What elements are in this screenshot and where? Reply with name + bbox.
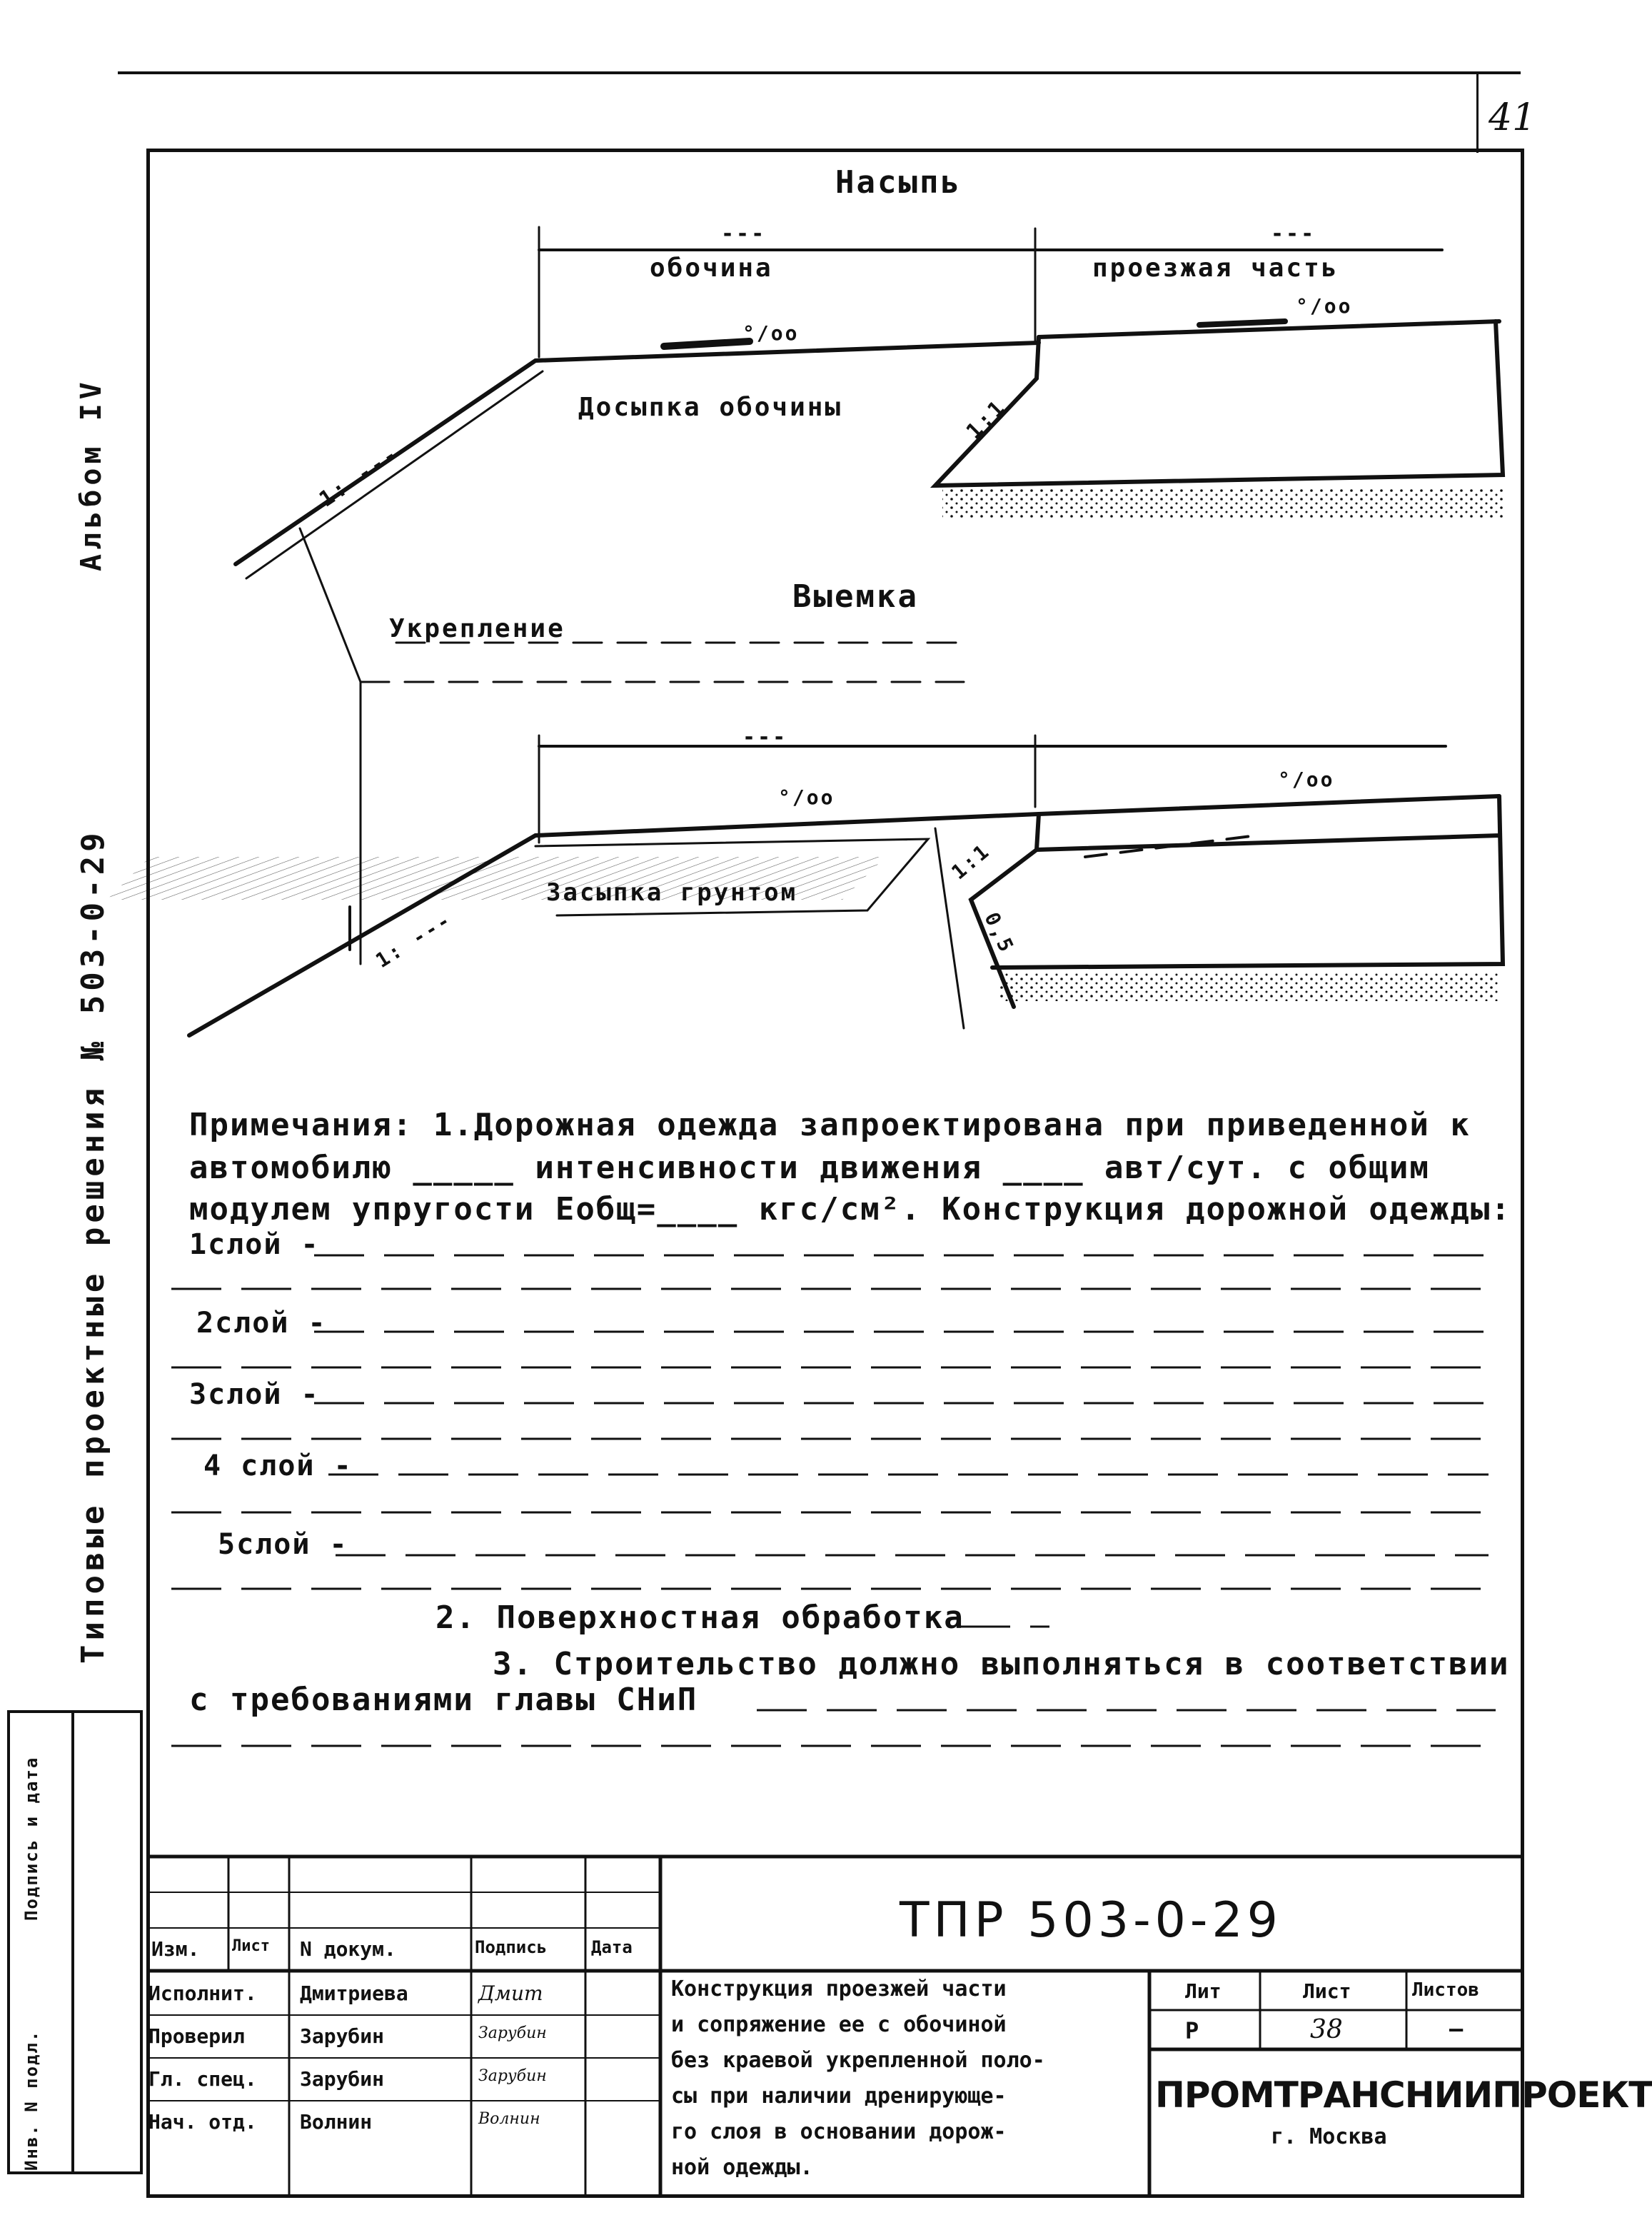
- row-signature: Зарубин: [478, 2067, 547, 2085]
- layer-1-label: 1слой -: [189, 1228, 320, 1261]
- inv-no-label: Инв. N подл.: [21, 2029, 41, 2171]
- header-date: Дата: [591, 1937, 633, 1957]
- description-line: Конструкция проезжей части: [671, 1977, 1007, 2002]
- row-role: Исполнит.: [148, 1982, 257, 2005]
- dim-bottom-dash: ---: [742, 725, 788, 750]
- ratio-1-1-bottom: 1:1: [947, 838, 995, 885]
- row-name: Дмитриева: [300, 1982, 408, 2005]
- sheet-label: Лист: [1303, 1979, 1351, 2003]
- layer-3-label: 3слой -: [189, 1378, 320, 1411]
- ratio-slope-bottom: 1: ---: [371, 907, 456, 973]
- layer-5-label: 5слой -: [218, 1528, 348, 1561]
- notes-line-3: модулем упругости Еобщ=____ кгс/см². Конструкция дорожной одежды:: [189, 1191, 1511, 1227]
- ratio-1-1-top: 1:1: [961, 394, 1012, 445]
- row-signature: Дмит: [478, 1982, 543, 2005]
- header-doc: N докум.: [300, 1937, 396, 1961]
- shoulder-fill-label: Досыпка обочины: [578, 393, 843, 422]
- note-2: 2. Поверхностная обработка: [435, 1599, 964, 1636]
- description-line: сы при наличии дренирующе-: [671, 2084, 1007, 2109]
- slope-shoulder-top: °/оо: [742, 321, 800, 345]
- organization-name: ПРОМТРАНСНИИПРОЕКТ: [1155, 2074, 1652, 2116]
- carriageway-label: проезжая часть: [1092, 253, 1339, 283]
- row-name: Зарубин: [300, 2024, 385, 2048]
- lit-value: Р: [1185, 2017, 1199, 2044]
- slope-shoulder-bottom: °/оо: [778, 785, 835, 809]
- description-line: и сопряжение ее с обочиной: [671, 2012, 1007, 2037]
- row-name: Волнин: [300, 2110, 373, 2134]
- organization-city: г. Москва: [1271, 2124, 1387, 2149]
- description-line: го слоя в основании дорож-: [671, 2119, 1007, 2144]
- lit-label: Лит: [1185, 1979, 1222, 2003]
- description-line: ной одежды.: [671, 2155, 813, 2180]
- notes-line-2: автомобилю _____ интенсивности движения ____ авт/сут. с общим: [189, 1150, 1430, 1186]
- dim-road-dash: ---: [1271, 221, 1316, 246]
- sheets-label: Листов: [1412, 1979, 1479, 2001]
- note-3b: с требованиями главы СНиП: [189, 1682, 698, 1718]
- embankment-title: Насыпь: [835, 164, 962, 201]
- sign-date-label: Подпись и дата: [21, 1756, 41, 1921]
- slope-road-top: °/оо: [1296, 294, 1353, 318]
- page-number: 41: [1489, 96, 1536, 139]
- row-name: Зарубин: [300, 2067, 385, 2091]
- slope-road-bottom: °/оо: [1278, 768, 1335, 791]
- document-code: ТПР 503-0-29: [900, 1892, 1282, 1949]
- shoulder-label: обочина: [650, 253, 773, 283]
- layer-4-label: 4 слой -: [203, 1450, 353, 1482]
- sheets-value: —: [1449, 2015, 1464, 2042]
- soil-fill-label: Засыпка грунтом: [546, 878, 798, 907]
- row-role: Нач. отд.: [148, 2110, 257, 2134]
- series-label: Типовые проектные решения № 503-0-29: [75, 828, 111, 1664]
- description-line: без краевой укрепленной поло-: [671, 2048, 1045, 2073]
- sheet-value: 38: [1310, 2015, 1343, 2044]
- ratio-slope-top: 1: ---: [315, 441, 404, 513]
- header-list: Лист: [232, 1937, 270, 1955]
- row-signature: Волнин: [478, 2110, 540, 2128]
- note-3a: 3. Строительство должно выполняться в соответствии: [493, 1646, 1510, 1682]
- row-role: Гл. спец.: [148, 2067, 257, 2091]
- notes-line-1: Примечания: 1.Дорожная одежда запроектирована при приведенной к: [189, 1107, 1471, 1143]
- header-sign: Подпись: [475, 1937, 548, 1957]
- value-05: 0,5: [979, 908, 1019, 958]
- album-label: Альбом IV: [75, 378, 108, 571]
- layer-2-label: 2слой -: [196, 1307, 327, 1340]
- reinforcement-label: Укрепление: [389, 614, 565, 643]
- cut-title: Выемка: [792, 578, 919, 615]
- row-role: Проверил: [148, 2024, 245, 2048]
- dim-shoulder-dash: ---: [721, 221, 767, 246]
- row-signature: Зарубин: [478, 2024, 547, 2042]
- header-izm: Изм.: [151, 1937, 200, 1961]
